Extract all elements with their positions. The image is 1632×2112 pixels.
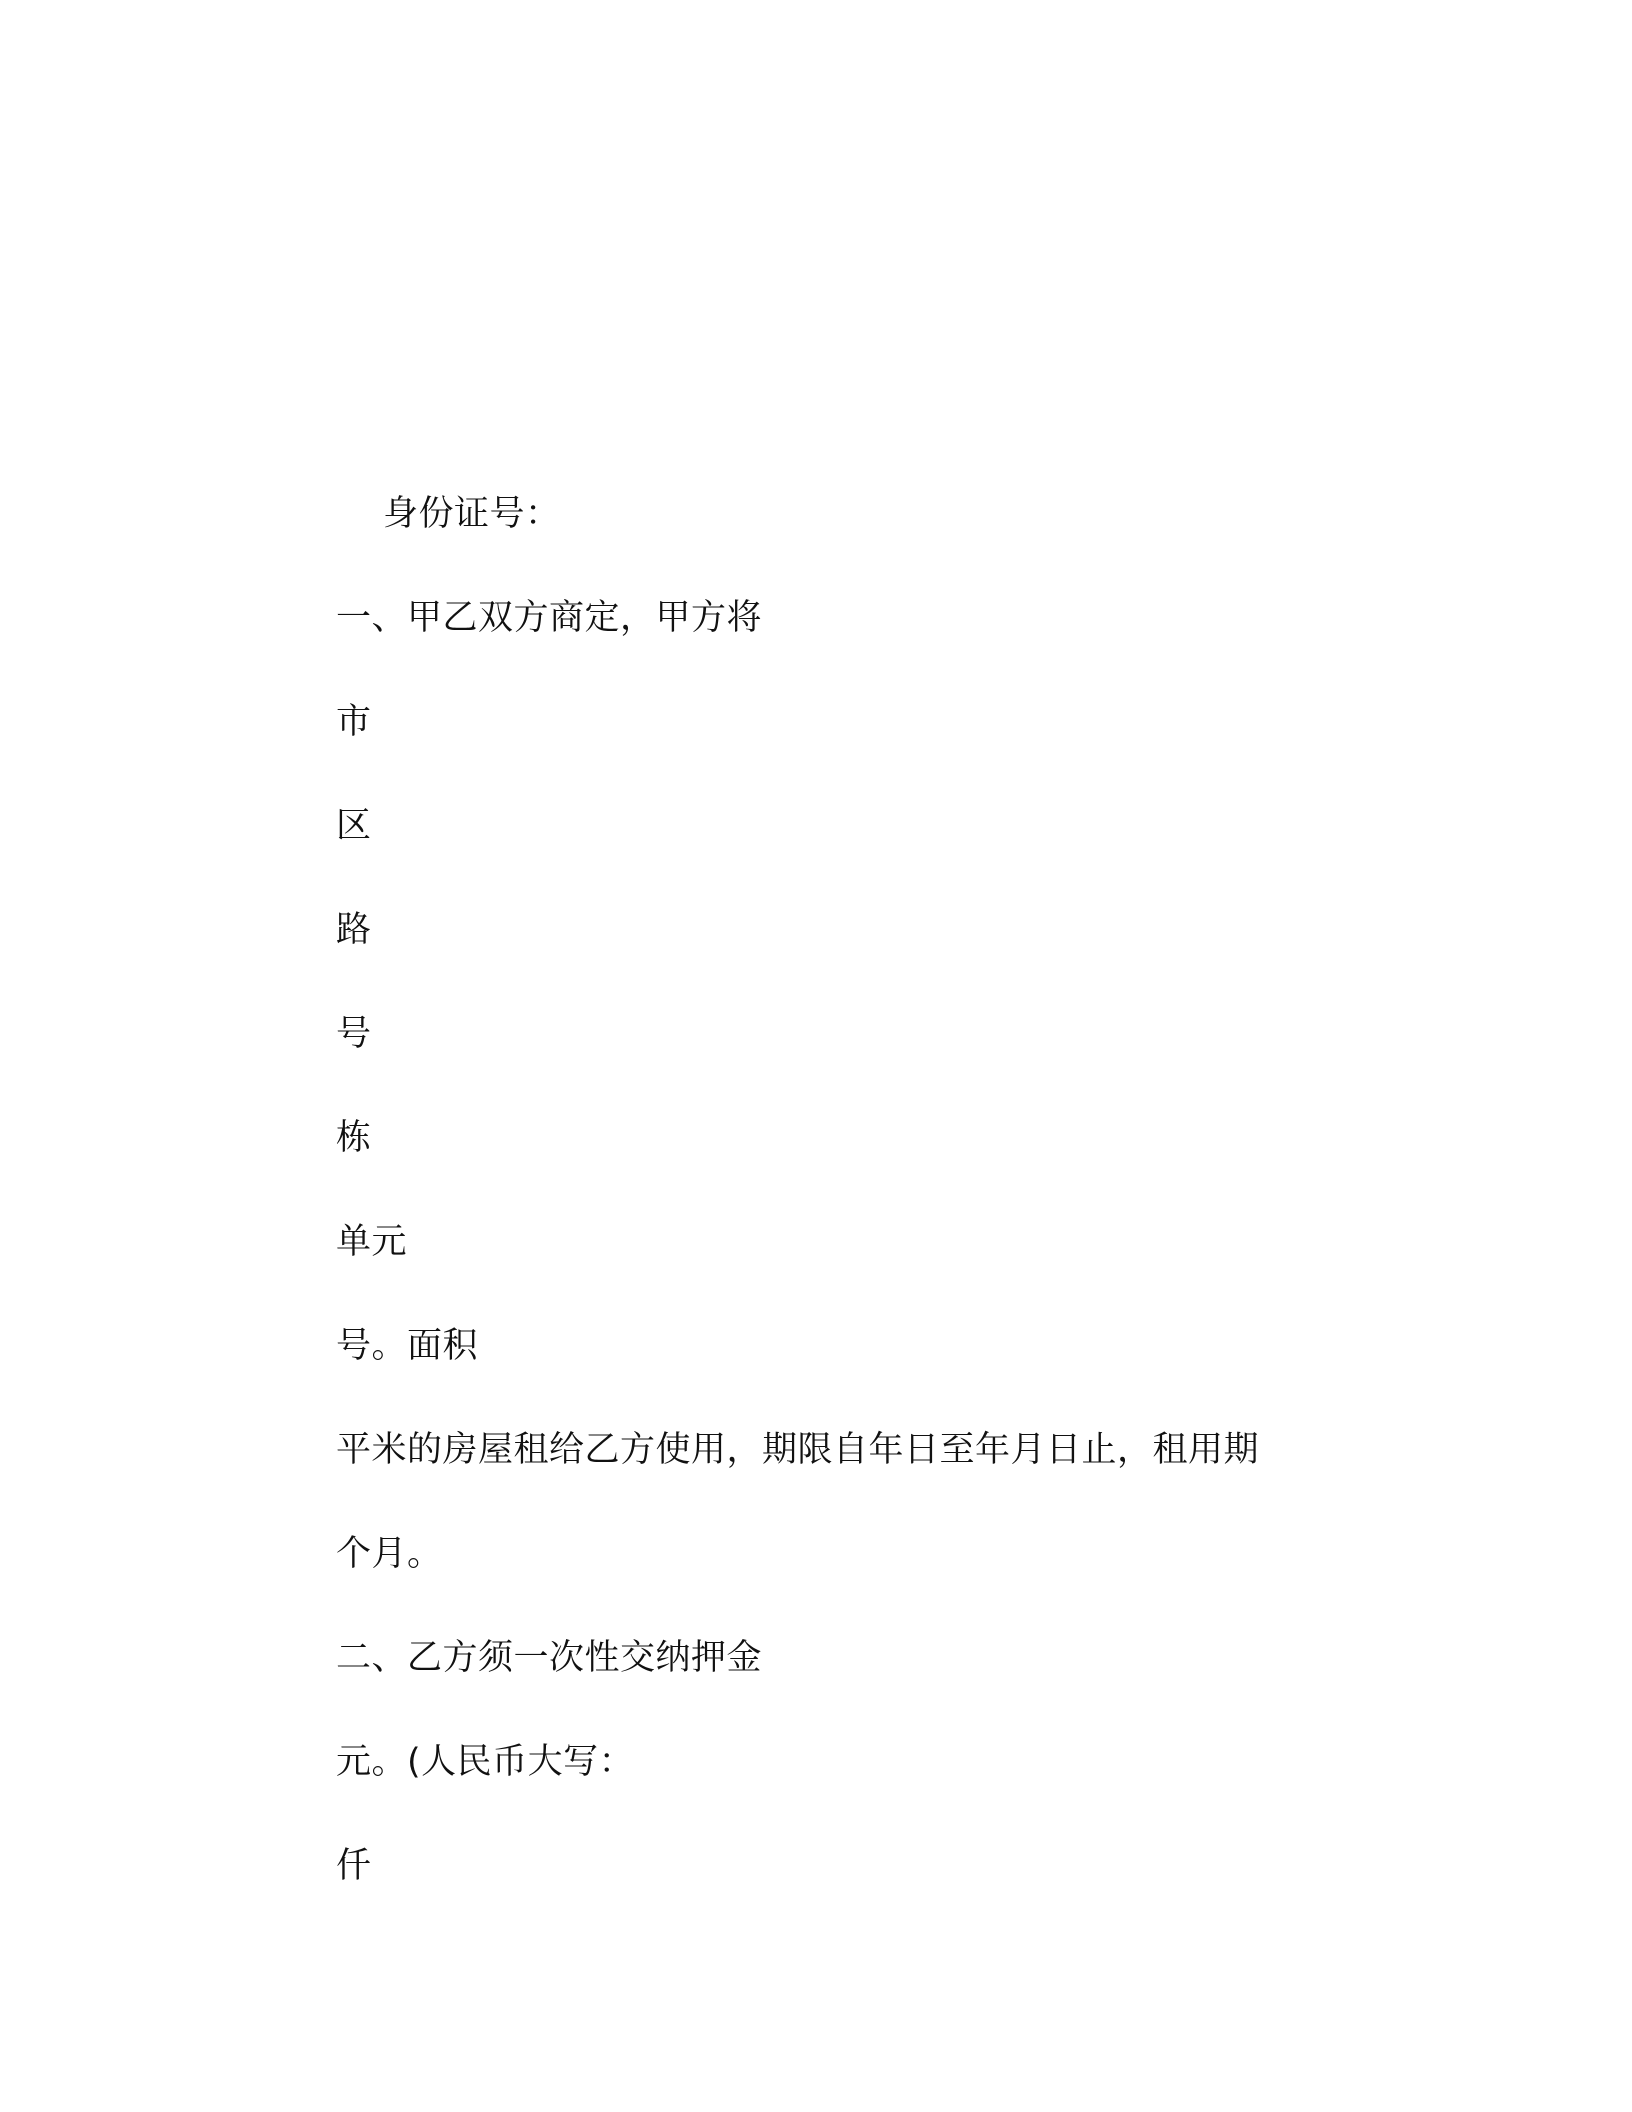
clause-two-deposit: 二、乙方须一次性交纳押金 xyxy=(336,1638,763,1678)
lease-months-text: 个月。 xyxy=(336,1534,443,1574)
id-number-label: 身份证号： xyxy=(383,494,561,534)
deposit-thousands: 仟 xyxy=(336,1846,372,1886)
deposit-amount-uppercase: 元。(人民币大写： xyxy=(336,1742,635,1782)
address-road: 路 xyxy=(336,910,372,950)
address-unit: 单元 xyxy=(336,1222,408,1262)
clause-one-intro: 一、甲乙双方商定，甲方将 xyxy=(336,598,763,638)
address-city: 市 xyxy=(336,702,372,742)
address-number: 号 xyxy=(336,1014,372,1054)
address-room-area: 号。面积 xyxy=(336,1326,479,1366)
address-district: 区 xyxy=(336,806,372,846)
address-building: 栋 xyxy=(336,1118,372,1158)
lease-term-text: 平米的房屋租给乙方使用，期限自年日至年月日止，租用期 xyxy=(336,1430,1260,1470)
